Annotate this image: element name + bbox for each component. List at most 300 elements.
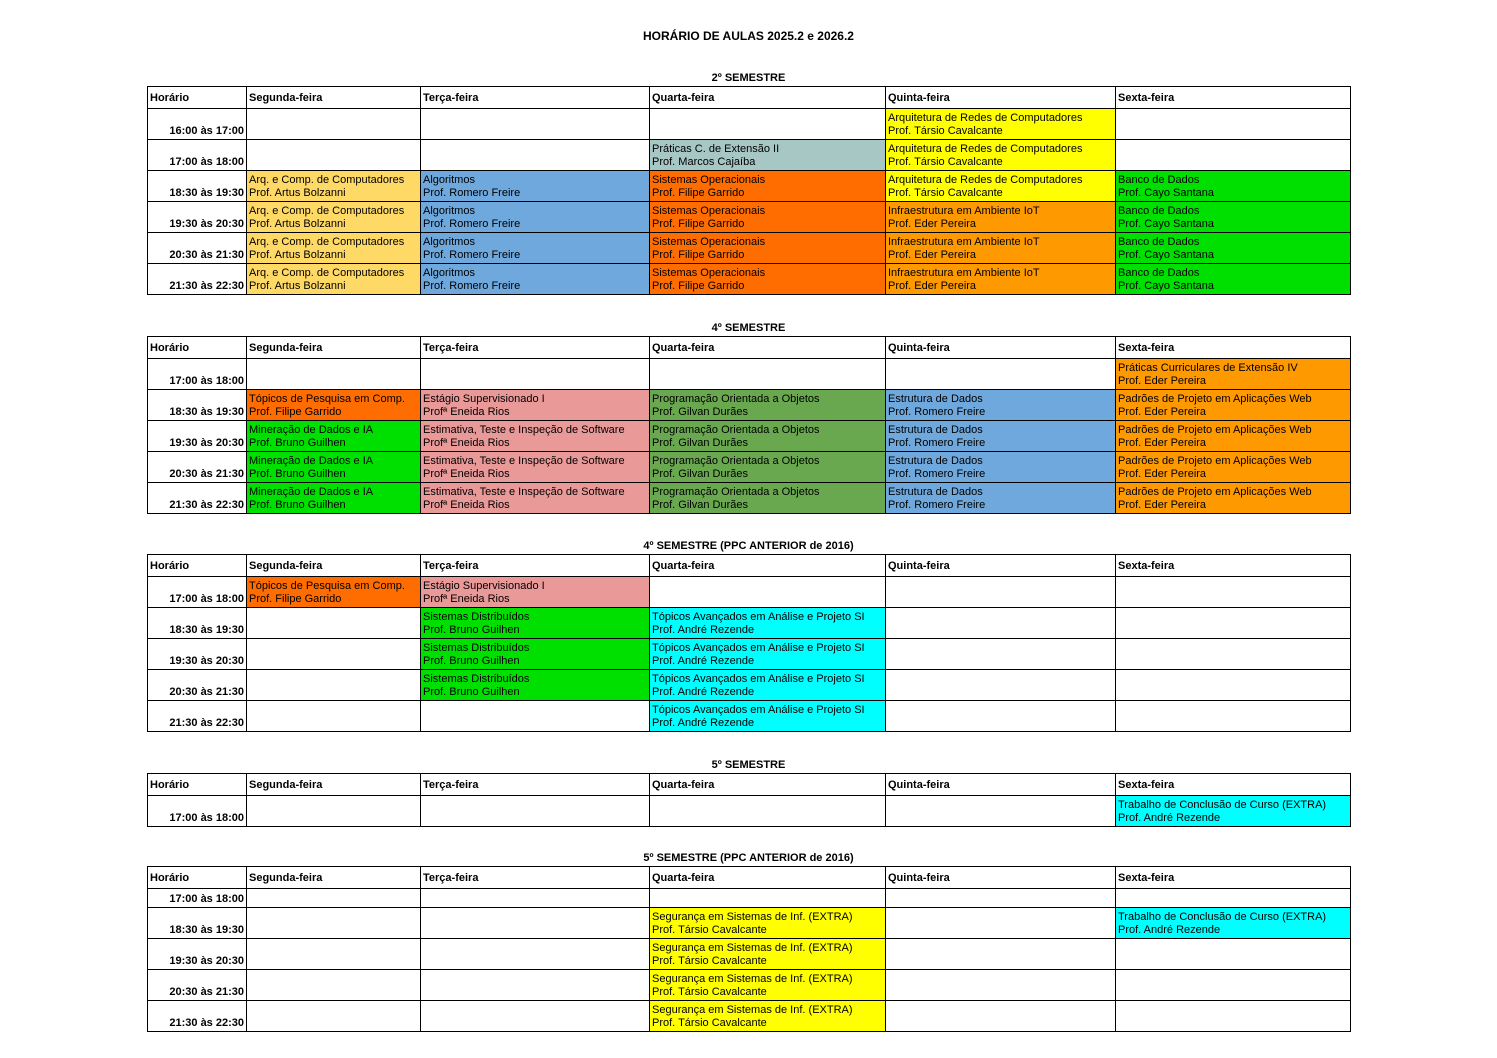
time-slot: 19:30 às 20:30 [148, 639, 247, 670]
class-cell [886, 421, 1116, 452]
empty-cell [886, 701, 1116, 732]
time-slot: 21:30 às 22:30 [148, 483, 247, 514]
professor-name: Prof. Filipe Garrido [652, 217, 745, 230]
schedule-section [147, 320, 1350, 514]
professor-name: Prof. Bruno Guilhen [249, 498, 346, 511]
class-cell [650, 670, 886, 701]
subject-name: Programação Orientada a Objetos [652, 392, 820, 405]
schedule-section [147, 757, 1350, 827]
column-header: Terça-feira [421, 337, 650, 359]
subject-name: Arquitetura de Redes de Computadores [888, 142, 1083, 155]
subject-name: Algoritmos [423, 235, 475, 248]
class-cell [886, 390, 1116, 421]
class-cell [421, 577, 650, 608]
table-row [148, 264, 1351, 295]
column-header: Sexta-feira [1116, 774, 1351, 796]
time-slot: 17:00 às 18:00 [148, 140, 247, 171]
empty-cell [247, 140, 421, 171]
empty-cell [650, 359, 886, 390]
class-cell [247, 452, 421, 483]
class-cell [650, 639, 886, 670]
class-cell [1116, 202, 1351, 233]
empty-cell [886, 577, 1116, 608]
professor-name: Prof. Bruno Guilhen [423, 654, 520, 667]
subject-name: Mineração de Dados e IA [249, 423, 374, 436]
class-cell [886, 109, 1116, 140]
empty-cell [247, 639, 421, 670]
time-slot: 20:30 às 21:30 [148, 233, 247, 264]
empty-cell [421, 359, 650, 390]
subject-name: Infraestrutura em Ambiente IoT [888, 266, 1040, 279]
subject-name: Estimativa, Teste e Inspeção de Software [423, 423, 625, 436]
professor-name: Prof. Társio Cavalcante [888, 124, 1003, 137]
subject-name: Tópicos Avançados em Análise e Projeto SI [652, 703, 865, 716]
class-cell [650, 264, 886, 295]
class-cell [650, 171, 886, 202]
class-cell [421, 233, 650, 264]
subject-name: Sistemas Operacionais [652, 266, 766, 279]
empty-cell [247, 701, 421, 732]
subject-name: Infraestrutura em Ambiente IoT [888, 204, 1040, 217]
subject-name: Estrutura de Dados [888, 392, 983, 405]
professor-name: Prof. Cayo Santana [1118, 279, 1215, 292]
subject-name: Programação Orientada a Objetos [652, 423, 820, 436]
subject-name: Estrutura de Dados [888, 423, 983, 436]
time-slot: 18:30 às 19:30 [148, 390, 247, 421]
class-cell [421, 202, 650, 233]
class-cell [1116, 171, 1351, 202]
professor-name: Prof. Társio Cavalcante [652, 985, 767, 998]
subject-name: Estrutura de Dados [888, 485, 983, 498]
subject-name: Sistemas Operacionais [652, 204, 766, 217]
table-row [148, 233, 1351, 264]
professor-name: Profª Eneida Rios [423, 405, 510, 418]
subject-name: Mineração de Dados e IA [249, 485, 374, 498]
empty-cell [1116, 670, 1351, 701]
class-cell [247, 233, 421, 264]
subject-name: Sistemas Operacionais [652, 173, 766, 186]
section-title: 4º SEMESTRE [711, 322, 786, 334]
subject-name: Arq. e Comp. de Computadores [249, 173, 405, 186]
professor-name: Prof. Eder Pereira [888, 248, 977, 261]
empty-cell [247, 359, 421, 390]
professor-name: Prof. Filipe Garrido [652, 248, 745, 261]
class-cell [886, 233, 1116, 264]
subject-name: Sistemas Operacionais [652, 235, 766, 248]
empty-cell [1116, 939, 1351, 970]
class-cell [1116, 908, 1351, 939]
subject-name: Trabalho de Conclusão de Curso (EXTRA) [1118, 910, 1327, 923]
professor-name: Prof. Eder Pereira [1118, 498, 1207, 511]
time-slot: 20:30 às 21:30 [148, 670, 247, 701]
schedule-table [147, 866, 1351, 1032]
professor-name: Prof. Társio Cavalcante [652, 1016, 767, 1029]
empty-cell [1116, 577, 1351, 608]
subject-name: Banco de Dados [1118, 204, 1200, 217]
subject-name: Arquitetura de Redes de Computadores [888, 111, 1083, 124]
class-cell [886, 140, 1116, 171]
table-row [148, 908, 1351, 939]
empty-cell [247, 939, 421, 970]
class-cell [247, 171, 421, 202]
class-cell [1116, 421, 1351, 452]
class-cell [650, 1001, 886, 1032]
subject-name: Segurança em Sistemas de Inf. (EXTRA) [652, 972, 853, 985]
professor-name: Prof. Romero Freire [423, 186, 521, 199]
subject-name: Algoritmos [423, 266, 475, 279]
subject-name: Padrões de Projeto em Aplicações Web [1118, 485, 1312, 498]
professor-name: Prof. André Rezende [1118, 811, 1221, 824]
class-cell [247, 577, 421, 608]
column-header: Horário [148, 87, 247, 109]
column-header: Quinta-feira [886, 555, 1116, 577]
table-row [148, 171, 1351, 202]
empty-cell [247, 908, 421, 939]
professor-name: Prof. Gilvan Durães [652, 405, 748, 418]
column-header: Segunda-feira [247, 337, 421, 359]
class-cell [421, 421, 650, 452]
time-slot: 16:00 às 17:00 [148, 109, 247, 140]
empty-cell [886, 1001, 1116, 1032]
professor-name: Prof. Artus Bolzanni [249, 279, 346, 292]
empty-cell [886, 670, 1116, 701]
class-cell [421, 452, 650, 483]
time-slot: 21:30 às 22:30 [148, 264, 247, 295]
empty-cell [421, 109, 650, 140]
column-header: Quinta-feira [886, 337, 1116, 359]
schedule-section [147, 70, 1350, 295]
empty-cell [421, 970, 650, 1001]
column-header: Sexta-feira [1116, 87, 1351, 109]
class-cell [1116, 233, 1351, 264]
class-cell [421, 670, 650, 701]
professor-name: Prof. Gilvan Durães [652, 498, 748, 511]
subject-name: Arq. e Comp. de Computadores [249, 266, 405, 279]
professor-name: Prof. Filipe Garrido [652, 279, 745, 292]
time-slot: 20:30 às 21:30 [148, 452, 247, 483]
professor-name: Prof. Romero Freire [423, 248, 521, 261]
empty-cell [247, 1001, 421, 1032]
class-cell [886, 483, 1116, 514]
time-slot: 18:30 às 19:30 [148, 608, 247, 639]
professor-name: Prof. Eder Pereira [888, 279, 977, 292]
empty-cell [886, 939, 1116, 970]
table-row [148, 639, 1351, 670]
subject-name: Sistemas Distribuídos [423, 672, 530, 685]
subject-name: Arquitetura de Redes de Computadores [888, 173, 1083, 186]
empty-cell [247, 670, 421, 701]
professor-name: Prof. Cayo Santana [1118, 217, 1215, 230]
professor-name: Prof. Romero Freire [888, 436, 986, 449]
time-slot: 17:00 às 18:00 [148, 889, 247, 908]
class-cell [650, 421, 886, 452]
table-row [148, 109, 1351, 140]
empty-cell [650, 577, 886, 608]
subject-name: Banco de Dados [1118, 235, 1200, 248]
subject-name: Práticas Curriculares de Extensão IV [1118, 361, 1298, 374]
subject-name: Arq. e Comp. de Computadores [249, 235, 405, 248]
class-cell [421, 264, 650, 295]
time-slot: 21:30 às 22:30 [148, 701, 247, 732]
column-header: Horário [148, 555, 247, 577]
subject-name: Programação Orientada a Objetos [652, 485, 820, 498]
class-cell [247, 390, 421, 421]
empty-cell [421, 889, 650, 908]
empty-cell [421, 908, 650, 939]
class-cell [650, 701, 886, 732]
class-cell [886, 202, 1116, 233]
subject-name: Algoritmos [423, 173, 475, 186]
subject-name: Infraestrutura em Ambiente IoT [888, 235, 1040, 248]
empty-cell [1116, 970, 1351, 1001]
professor-name: Profª Eneida Rios [423, 467, 510, 480]
empty-cell [886, 639, 1116, 670]
section-title: 5º SEMESTRE [711, 759, 786, 771]
professor-name: Prof. Romero Freire [423, 217, 521, 230]
schedule-table [147, 773, 1351, 827]
header-row [148, 555, 1351, 577]
table-row [148, 970, 1351, 1001]
class-cell [886, 171, 1116, 202]
class-cell [1116, 359, 1351, 390]
column-header: Segunda-feira [247, 555, 421, 577]
column-header: Terça-feira [421, 867, 650, 889]
class-cell [1116, 452, 1351, 483]
class-cell [1116, 390, 1351, 421]
professor-name: Prof. André Rezende [652, 716, 755, 729]
professor-name: Prof. Bruno Guilhen [249, 436, 346, 449]
empty-cell [1116, 701, 1351, 732]
empty-cell [421, 701, 650, 732]
subject-name: Padrões de Projeto em Aplicações Web [1118, 454, 1312, 467]
subject-name: Estágio Supervisionado I [423, 392, 545, 405]
column-header: Segunda-feira [247, 774, 421, 796]
empty-cell [421, 796, 650, 827]
time-slot: 18:30 às 19:30 [148, 908, 247, 939]
class-cell [650, 970, 886, 1001]
professor-name: Prof. Eder Pereira [1118, 405, 1207, 418]
section-title: 4º SEMESTRE (PPC ANTERIOR de 2016) [643, 540, 854, 552]
subject-name: Segurança em Sistemas de Inf. (EXTRA) [652, 941, 853, 954]
table-row [148, 1001, 1351, 1032]
subject-name: Sistemas Distribuídos [423, 641, 530, 654]
subject-name: Tópicos Avançados em Análise e Projeto SI [652, 610, 865, 623]
empty-cell [247, 889, 421, 908]
column-header: Quarta-feira [650, 774, 886, 796]
professor-name: Prof. Cayo Santana [1118, 186, 1215, 199]
table-row [148, 483, 1351, 514]
subject-name: Segurança em Sistemas de Inf. (EXTRA) [652, 910, 853, 923]
class-cell [1116, 796, 1351, 827]
column-header: Sexta-feira [1116, 337, 1351, 359]
subject-name: Padrões de Projeto em Aplicações Web [1118, 423, 1312, 436]
section-title: 5º SEMESTRE (PPC ANTERIOR de 2016) [643, 852, 854, 864]
subject-name: Tópicos de Pesquisa em Comp. [249, 579, 405, 592]
class-cell [650, 140, 886, 171]
class-cell [421, 608, 650, 639]
professor-name: Prof. Eder Pereira [1118, 467, 1207, 480]
class-cell [421, 483, 650, 514]
subject-name: Tópicos de Pesquisa em Comp. [249, 392, 405, 405]
time-slot: 18:30 às 19:30 [148, 171, 247, 202]
column-header: Terça-feira [421, 87, 650, 109]
class-cell [650, 908, 886, 939]
table-row [148, 421, 1351, 452]
class-cell [650, 202, 886, 233]
class-cell [247, 483, 421, 514]
subject-name: Arq. e Comp. de Computadores [249, 204, 405, 217]
class-cell [886, 264, 1116, 295]
class-cell [1116, 264, 1351, 295]
professor-name: Prof. André Rezende [652, 654, 755, 667]
subject-name: Tópicos Avançados em Análise e Projeto SI [652, 641, 865, 654]
column-header: Sexta-feira [1116, 867, 1351, 889]
table-row [148, 359, 1351, 390]
professor-name: Prof. Marcos Cajaíba [652, 155, 756, 168]
empty-cell [247, 109, 421, 140]
empty-cell [650, 109, 886, 140]
time-slot: 20:30 às 21:30 [148, 970, 247, 1001]
class-cell [650, 608, 886, 639]
page-title: HORÁRIO DE AULAS 2025.2 e 2026.2 [643, 29, 854, 43]
professor-name: Profª Eneida Rios [423, 592, 510, 605]
table-row [148, 889, 1351, 908]
class-cell [247, 202, 421, 233]
subject-name: Estimativa, Teste e Inspeção de Software [423, 485, 625, 498]
column-header: Sexta-feira [1116, 555, 1351, 577]
schedule-table [147, 336, 1351, 514]
time-slot: 19:30 às 20:30 [148, 939, 247, 970]
column-header: Quinta-feira [886, 867, 1116, 889]
section-title: 2º SEMESTRE [711, 72, 786, 84]
empty-cell [421, 939, 650, 970]
column-header: Segunda-feira [247, 87, 421, 109]
empty-cell [1116, 1001, 1351, 1032]
column-header: Quinta-feira [886, 87, 1116, 109]
time-slot: 17:00 às 18:00 [148, 796, 247, 827]
column-header: Quinta-feira [886, 774, 1116, 796]
professor-name: Prof. Filipe Garrido [652, 186, 745, 199]
subject-name: Tópicos Avançados em Análise e Projeto SI [652, 672, 865, 685]
table-row [148, 939, 1351, 970]
subject-name: Padrões de Projeto em Aplicações Web [1118, 392, 1312, 405]
empty-cell [1116, 608, 1351, 639]
professor-name: Prof. Társio Cavalcante [888, 186, 1003, 199]
empty-cell [650, 796, 886, 827]
empty-cell [886, 608, 1116, 639]
empty-cell [1116, 639, 1351, 670]
class-cell [886, 452, 1116, 483]
column-header: Terça-feira [421, 774, 650, 796]
class-cell [650, 483, 886, 514]
empty-cell [247, 970, 421, 1001]
empty-cell [1116, 109, 1351, 140]
header-row [148, 337, 1351, 359]
time-slot: 21:30 às 22:30 [148, 1001, 247, 1032]
class-cell [1116, 483, 1351, 514]
table-row [148, 452, 1351, 483]
column-header: Quarta-feira [650, 87, 886, 109]
professor-name: Prof. Romero Freire [888, 498, 986, 511]
professor-name: Prof. Eder Pereira [1118, 374, 1207, 387]
professor-name: Prof. Gilvan Durães [652, 467, 748, 480]
professor-name: Prof. Társio Cavalcante [652, 923, 767, 936]
professor-name: Prof. Eder Pereira [888, 217, 977, 230]
column-header: Terça-feira [421, 555, 650, 577]
header-row [148, 87, 1351, 109]
subject-name: Programação Orientada a Objetos [652, 454, 820, 467]
professor-name: Prof. Filipe Garrido [249, 405, 342, 418]
class-cell [421, 171, 650, 202]
professor-name: Profª Eneida Rios [423, 498, 510, 511]
class-cell [650, 939, 886, 970]
subject-name: Estimativa, Teste e Inspeção de Software [423, 454, 625, 467]
professor-name: Prof. André Rezende [652, 623, 755, 636]
professor-name: Prof. Bruno Guilhen [423, 685, 520, 698]
empty-cell [886, 796, 1116, 827]
professor-name: Prof. Bruno Guilhen [249, 467, 346, 480]
subject-name: Banco de Dados [1118, 266, 1200, 279]
professor-name: Prof. Artus Bolzanni [249, 217, 346, 230]
empty-cell [247, 796, 421, 827]
schedule-section [147, 850, 1350, 1032]
table-row [148, 701, 1351, 732]
column-header: Horário [148, 337, 247, 359]
professor-name: Prof. Romero Freire [423, 279, 521, 292]
professor-name: Prof. Artus Bolzanni [249, 248, 346, 261]
table-row [148, 608, 1351, 639]
professor-name: Profª Eneida Rios [423, 436, 510, 449]
professor-name: Prof. Társio Cavalcante [888, 155, 1003, 168]
subject-name: Estágio Supervisionado I [423, 579, 545, 592]
empty-cell [1116, 140, 1351, 171]
class-cell [247, 421, 421, 452]
schedule-section [147, 538, 1350, 732]
empty-cell [421, 140, 650, 171]
table-row [148, 390, 1351, 421]
table-row [148, 796, 1351, 827]
subject-name: Algoritmos [423, 204, 475, 217]
schedule-table [147, 86, 1351, 295]
professor-name: Prof. Társio Cavalcante [652, 954, 767, 967]
column-header: Segunda-feira [247, 867, 421, 889]
subject-name: Trabalho de Conclusão de Curso (EXTRA) [1118, 798, 1327, 811]
empty-cell [886, 908, 1116, 939]
header-row [148, 774, 1351, 796]
subject-name: Práticas C. de Extensão II [652, 142, 780, 155]
class-cell [247, 264, 421, 295]
header-row [148, 867, 1351, 889]
professor-name: Prof. Romero Freire [888, 405, 986, 418]
schedule-table [147, 554, 1351, 732]
column-header: Quarta-feira [650, 555, 886, 577]
professor-name: Prof. Eder Pereira [1118, 436, 1207, 449]
time-slot: 19:30 às 20:30 [148, 202, 247, 233]
empty-cell [650, 889, 886, 908]
class-cell [650, 233, 886, 264]
class-cell [650, 390, 886, 421]
table-row [148, 670, 1351, 701]
time-slot: 17:00 às 18:00 [148, 359, 247, 390]
empty-cell [1116, 889, 1351, 908]
subject-name: Sistemas Distribuídos [423, 610, 530, 623]
subject-name: Banco de Dados [1118, 173, 1200, 186]
class-cell [421, 390, 650, 421]
professor-name: Prof. Gilvan Durães [652, 436, 748, 449]
professor-name: Prof. Bruno Guilhen [423, 623, 520, 636]
class-cell [421, 639, 650, 670]
empty-cell [886, 359, 1116, 390]
